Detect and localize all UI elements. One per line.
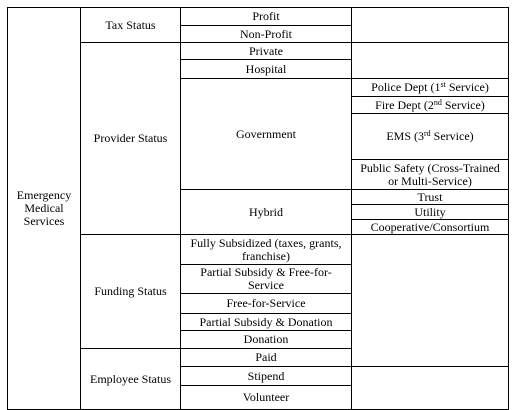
employee-status-label: Employee Status	[81, 349, 181, 410]
hybrid-utility: Utility	[352, 205, 509, 220]
employee-empty	[352, 367, 509, 410]
funding-fully-subsidized: Fully Subsidized (taxes, grants, franchise)	[181, 235, 352, 265]
provider-empty	[352, 43, 509, 79]
funding-partial-donation: Partial Subsidy & Donation	[181, 314, 352, 331]
funding-partial-free: Partial Subsidy & Free-for-Service	[181, 265, 352, 294]
hybrid-trust: Trust	[352, 190, 509, 205]
employee-paid: Paid	[181, 349, 352, 367]
provider-government: Government	[181, 79, 352, 190]
funding-empty	[352, 235, 509, 367]
provider-status-label: Provider Status	[81, 43, 181, 235]
employee-stipend: Stipend	[181, 367, 352, 386]
gov-public-safety: Public Safety (Cross-Trained or Multi-Service)	[352, 160, 509, 190]
gov-fire-dept: Fire Dept (2nd Service)	[352, 97, 509, 114]
hybrid-cooperative: Cooperative/Consortium	[352, 220, 509, 235]
funding-donation: Donation	[181, 331, 352, 349]
provider-hybrid: Hybrid	[181, 190, 352, 235]
funding-status-label: Funding Status	[81, 235, 181, 349]
category-cell: Emergency Medical Services	[8, 8, 81, 410]
tax-profit: Profit	[181, 8, 352, 26]
gov-ems: EMS (3rd Service)	[352, 114, 509, 160]
tax-status-label: Tax Status	[81, 8, 181, 43]
gov-police-dept: Police Dept (1st Service)	[352, 79, 509, 97]
tax-non-profit: Non-Profit	[181, 26, 352, 43]
tax-status-empty	[352, 8, 509, 43]
ems-classification-table	[7, 7, 509, 410]
provider-private: Private	[181, 43, 352, 60]
funding-free-for-service: Free-for-Service	[181, 294, 352, 314]
provider-hospital: Hospital	[181, 60, 352, 79]
employee-volunteer: Volunteer	[181, 386, 352, 410]
